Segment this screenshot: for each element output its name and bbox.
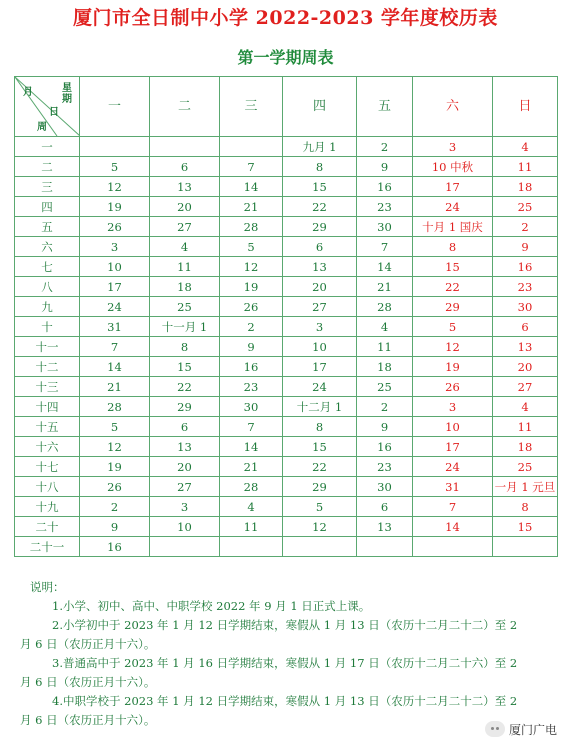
table-row bbox=[15, 437, 558, 457]
day-cell: 30 bbox=[357, 217, 413, 237]
day-cell: 14 bbox=[220, 437, 283, 457]
day-cell: 27 bbox=[150, 477, 220, 497]
day-cell: 十月 1 国庆 bbox=[413, 217, 493, 237]
week-number-cell: 十八 bbox=[15, 477, 80, 497]
table-row bbox=[15, 217, 558, 237]
day-cell: 19 bbox=[80, 197, 150, 217]
day-cell: 10 bbox=[413, 417, 493, 437]
week-number-cell: 九 bbox=[15, 297, 80, 317]
day-cell: 27 bbox=[283, 297, 357, 317]
corner-day: 日 bbox=[49, 107, 59, 118]
table-row bbox=[15, 157, 558, 177]
week-number-cell: 四 bbox=[15, 197, 80, 217]
day-cell: 22 bbox=[283, 457, 357, 477]
day-cell: 4 bbox=[220, 497, 283, 517]
day-cell: 26 bbox=[80, 477, 150, 497]
day-cell: 19 bbox=[413, 357, 493, 377]
table-row bbox=[15, 297, 558, 317]
day-cell: 27 bbox=[493, 377, 558, 397]
day-cell: 16 bbox=[220, 357, 283, 377]
week-number-cell: 十七 bbox=[15, 457, 80, 477]
day-cell: 9 bbox=[357, 417, 413, 437]
week-number-cell: 十 bbox=[15, 317, 80, 337]
table-row bbox=[15, 397, 558, 417]
day-cell: 24 bbox=[80, 297, 150, 317]
day-cell: 29 bbox=[413, 297, 493, 317]
day-cell: 27 bbox=[150, 217, 220, 237]
day-cell bbox=[413, 537, 493, 557]
day-cell: 17 bbox=[413, 177, 493, 197]
week-number-cell: 三 bbox=[15, 177, 80, 197]
day-cell: 23 bbox=[220, 377, 283, 397]
note-2: 2.小学初中于 2023 年 1 月 12 日学期结束，寒假从 1 月 13 日（农历十二月二十二）至 2 bbox=[52, 618, 518, 632]
day-cell: 21 bbox=[357, 277, 413, 297]
day-cell: 13 bbox=[150, 177, 220, 197]
day-cell: 8 bbox=[150, 337, 220, 357]
table-row bbox=[15, 537, 558, 557]
day-cell bbox=[357, 537, 413, 557]
watermark-logo bbox=[485, 718, 557, 740]
day-cell: 6 bbox=[357, 497, 413, 517]
page-subtitle: 第一学期周表 bbox=[237, 48, 334, 67]
day-cell: 15 bbox=[283, 177, 357, 197]
day-cell: 3 bbox=[80, 237, 150, 257]
note-3-cont: 月 6 日（农历正月十六）。 bbox=[20, 675, 156, 689]
day-cell: 10 bbox=[80, 257, 150, 277]
day-cell: 16 bbox=[493, 257, 558, 277]
day-cell: 5 bbox=[283, 497, 357, 517]
day-cell: 10 bbox=[283, 337, 357, 357]
notes-section bbox=[20, 578, 558, 730]
day-cell: 4 bbox=[493, 397, 558, 417]
week-number-cell: 十四 bbox=[15, 397, 80, 417]
day-cell: 2 bbox=[357, 397, 413, 417]
table-row bbox=[15, 377, 558, 397]
day-cell: 3 bbox=[413, 397, 493, 417]
week-number-cell: 二 bbox=[15, 157, 80, 177]
day-cell: 6 bbox=[150, 417, 220, 437]
header-mon: 一 bbox=[80, 77, 150, 137]
table-row bbox=[15, 177, 558, 197]
week-number-cell: 七 bbox=[15, 257, 80, 277]
day-cell: 17 bbox=[283, 357, 357, 377]
day-cell: 14 bbox=[357, 257, 413, 277]
day-cell: 17 bbox=[80, 277, 150, 297]
day-cell: 18 bbox=[493, 177, 558, 197]
week-number-cell: 十九 bbox=[15, 497, 80, 517]
day-cell: 16 bbox=[80, 537, 150, 557]
day-cell: 4 bbox=[357, 317, 413, 337]
table-row bbox=[15, 257, 558, 277]
day-cell: 2 bbox=[220, 317, 283, 337]
day-cell: 25 bbox=[357, 377, 413, 397]
day-cell: 3 bbox=[283, 317, 357, 337]
day-cell: 31 bbox=[413, 477, 493, 497]
day-cell: 2 bbox=[80, 497, 150, 517]
day-cell: 28 bbox=[357, 297, 413, 317]
table-row bbox=[15, 457, 558, 477]
day-cell: 10 bbox=[150, 517, 220, 537]
day-cell: 21 bbox=[220, 197, 283, 217]
day-cell: 十一月 1 bbox=[150, 317, 220, 337]
day-cell: 一月 1 元旦 bbox=[493, 477, 558, 497]
day-cell: 16 bbox=[357, 177, 413, 197]
day-cell: 22 bbox=[413, 277, 493, 297]
day-cell: 29 bbox=[283, 477, 357, 497]
logo-text: 厦门广电 bbox=[508, 722, 557, 737]
day-cell bbox=[220, 537, 283, 557]
day-cell: 23 bbox=[357, 197, 413, 217]
table-row bbox=[15, 337, 558, 357]
day-cell: 2 bbox=[357, 137, 413, 157]
day-cell: 24 bbox=[283, 377, 357, 397]
day-cell: 12 bbox=[80, 177, 150, 197]
day-cell: 8 bbox=[283, 157, 357, 177]
day-cell: 18 bbox=[357, 357, 413, 377]
day-cell: 30 bbox=[493, 297, 558, 317]
day-cell: 13 bbox=[283, 257, 357, 277]
day-cell: 29 bbox=[150, 397, 220, 417]
day-cell: 31 bbox=[80, 317, 150, 337]
header-wed: 三 bbox=[220, 77, 283, 137]
day-cell: 25 bbox=[493, 197, 558, 217]
calendar-table bbox=[14, 76, 558, 557]
week-number-cell: 十一 bbox=[15, 337, 80, 357]
day-cell: 11 bbox=[357, 337, 413, 357]
day-cell: 22 bbox=[150, 377, 220, 397]
day-cell: 20 bbox=[150, 197, 220, 217]
table-row bbox=[15, 237, 558, 257]
week-number-cell: 五 bbox=[15, 217, 80, 237]
day-cell: 16 bbox=[357, 437, 413, 457]
day-cell: 19 bbox=[220, 277, 283, 297]
day-cell: 15 bbox=[413, 257, 493, 277]
table-row bbox=[15, 317, 558, 337]
day-cell: 5 bbox=[80, 157, 150, 177]
day-cell: 24 bbox=[413, 457, 493, 477]
day-cell: 9 bbox=[493, 237, 558, 257]
day-cell: 十二月 1 bbox=[283, 397, 357, 417]
day-cell: 3 bbox=[413, 137, 493, 157]
day-cell: 13 bbox=[357, 517, 413, 537]
table-row bbox=[15, 197, 558, 217]
day-cell: 14 bbox=[220, 177, 283, 197]
header-fri: 五 bbox=[357, 77, 413, 137]
day-cell: 14 bbox=[413, 517, 493, 537]
day-cell: 5 bbox=[220, 237, 283, 257]
day-cell: 9 bbox=[357, 157, 413, 177]
week-number-cell: 一 bbox=[15, 137, 80, 157]
day-cell: 10 中秋 bbox=[413, 157, 493, 177]
week-number-cell: 十六 bbox=[15, 437, 80, 457]
day-cell: 12 bbox=[283, 517, 357, 537]
day-cell: 2 bbox=[493, 217, 558, 237]
day-cell: 7 bbox=[80, 337, 150, 357]
day-cell: 20 bbox=[150, 457, 220, 477]
day-cell: 15 bbox=[493, 517, 558, 537]
day-cell bbox=[493, 537, 558, 557]
header-row bbox=[15, 77, 558, 137]
day-cell: 28 bbox=[220, 477, 283, 497]
page-title: 厦门市全日制中小学 2022-2023 学年度校历表 bbox=[73, 7, 498, 29]
day-cell: 20 bbox=[493, 357, 558, 377]
day-cell: 7 bbox=[220, 157, 283, 177]
day-cell: 26 bbox=[80, 217, 150, 237]
notes-heading: 说明： bbox=[30, 580, 65, 594]
week-number-cell: 十五 bbox=[15, 417, 80, 437]
day-cell: 25 bbox=[150, 297, 220, 317]
day-cell: 23 bbox=[493, 277, 558, 297]
note-4: 4.中职学校于 2023 年 1 月 12 日学期结束，寒假从 1 月 13 日（农历十二月二十二）至 2 bbox=[52, 694, 518, 708]
header-sun: 日 bbox=[493, 77, 558, 137]
day-cell bbox=[283, 537, 357, 557]
week-number-cell: 十三 bbox=[15, 377, 80, 397]
day-cell bbox=[150, 137, 220, 157]
day-cell: 28 bbox=[80, 397, 150, 417]
day-cell: 12 bbox=[80, 437, 150, 457]
day-cell: 25 bbox=[493, 457, 558, 477]
day-cell: 4 bbox=[150, 237, 220, 257]
day-cell: 12 bbox=[413, 337, 493, 357]
note-2-cont: 月 6 日（农历正月十六）。 bbox=[20, 637, 156, 651]
day-cell: 7 bbox=[413, 497, 493, 517]
week-number-cell: 二十 bbox=[15, 517, 80, 537]
corner-header bbox=[15, 77, 80, 137]
week-number-cell: 二十一 bbox=[15, 537, 80, 557]
header-tue: 二 bbox=[150, 77, 220, 137]
day-cell: 11 bbox=[150, 257, 220, 277]
day-cell: 11 bbox=[220, 517, 283, 537]
day-cell: 26 bbox=[220, 297, 283, 317]
note-3: 3.普通高中于 2023 年 1 月 16 日学期结束，寒假从 1 月 17 日（农历十二月二十六）至 2 bbox=[52, 656, 518, 670]
day-cell: 29 bbox=[283, 217, 357, 237]
day-cell bbox=[80, 137, 150, 157]
table-row bbox=[15, 517, 558, 537]
day-cell: 9 bbox=[80, 517, 150, 537]
day-cell: 14 bbox=[80, 357, 150, 377]
week-number-cell: 十二 bbox=[15, 357, 80, 377]
day-cell: 21 bbox=[80, 377, 150, 397]
day-cell: 15 bbox=[150, 357, 220, 377]
day-cell: 18 bbox=[493, 437, 558, 457]
day-cell: 19 bbox=[80, 457, 150, 477]
day-cell: 15 bbox=[283, 437, 357, 457]
header-thu: 四 bbox=[283, 77, 357, 137]
day-cell: 30 bbox=[220, 397, 283, 417]
week-number-cell: 八 bbox=[15, 277, 80, 297]
note-4-cont: 月 6 日（农历正月十六）。 bbox=[20, 713, 156, 727]
day-cell: 8 bbox=[283, 417, 357, 437]
table-row bbox=[15, 137, 558, 157]
day-cell: 5 bbox=[413, 317, 493, 337]
day-cell: 7 bbox=[220, 417, 283, 437]
day-cell: 6 bbox=[493, 317, 558, 337]
header-sat: 六 bbox=[413, 77, 493, 137]
day-cell: 3 bbox=[150, 497, 220, 517]
day-cell: 11 bbox=[493, 157, 558, 177]
note-1: 1.小学、初中、高中、中职学校 2022 年 9 月 1 日正式上课。 bbox=[52, 599, 371, 613]
day-cell: 13 bbox=[493, 337, 558, 357]
day-cell bbox=[220, 137, 283, 157]
day-cell: 6 bbox=[150, 157, 220, 177]
corner-weekday: 星期 bbox=[62, 83, 72, 105]
wechat-bubble-icon bbox=[485, 721, 505, 737]
day-cell: 7 bbox=[357, 237, 413, 257]
day-cell: 23 bbox=[357, 457, 413, 477]
table-row bbox=[15, 357, 558, 377]
day-cell bbox=[150, 537, 220, 557]
day-cell: 8 bbox=[413, 237, 493, 257]
day-cell: 4 bbox=[493, 137, 558, 157]
day-cell: 28 bbox=[220, 217, 283, 237]
day-cell: 13 bbox=[150, 437, 220, 457]
table-row bbox=[15, 497, 558, 517]
day-cell: 26 bbox=[413, 377, 493, 397]
day-cell: 18 bbox=[150, 277, 220, 297]
table-row bbox=[15, 417, 558, 437]
day-cell: 8 bbox=[493, 497, 558, 517]
corner-month: 月 bbox=[23, 87, 33, 98]
day-cell: 6 bbox=[283, 237, 357, 257]
day-cell: 12 bbox=[220, 257, 283, 277]
day-cell: 九月 1 bbox=[283, 137, 357, 157]
day-cell: 9 bbox=[220, 337, 283, 357]
day-cell: 21 bbox=[220, 457, 283, 477]
day-cell: 5 bbox=[80, 417, 150, 437]
day-cell: 22 bbox=[283, 197, 357, 217]
table-row bbox=[15, 277, 558, 297]
table-row bbox=[15, 477, 558, 497]
day-cell: 20 bbox=[283, 277, 357, 297]
corner-week: 周 bbox=[37, 122, 47, 133]
day-cell: 24 bbox=[413, 197, 493, 217]
day-cell: 30 bbox=[357, 477, 413, 497]
day-cell: 17 bbox=[413, 437, 493, 457]
week-number-cell: 六 bbox=[15, 237, 80, 257]
day-cell: 11 bbox=[493, 417, 558, 437]
